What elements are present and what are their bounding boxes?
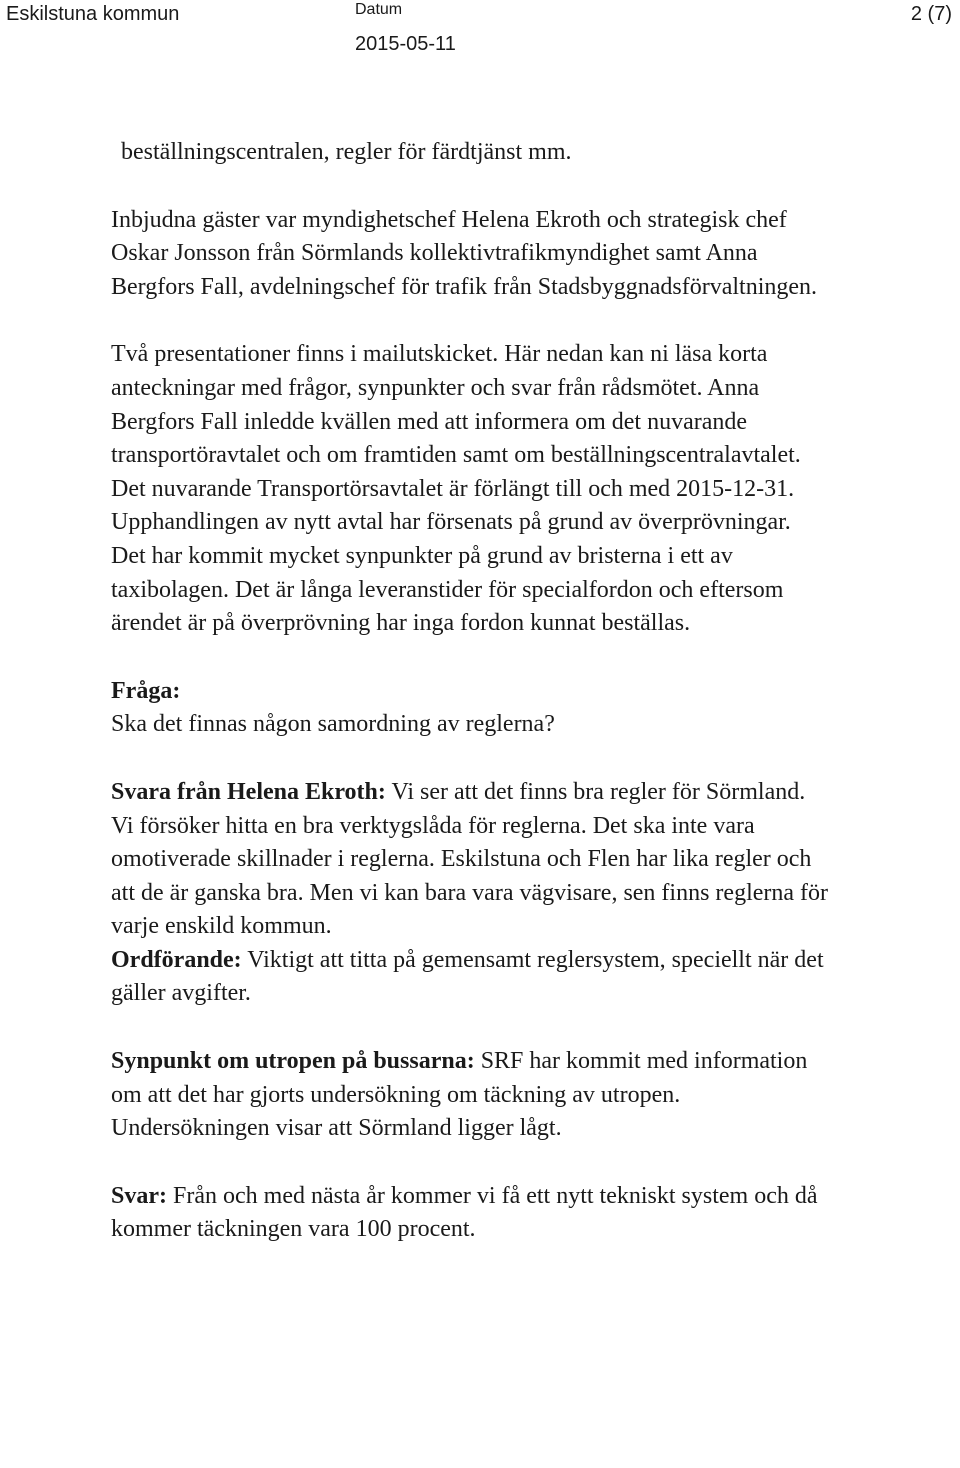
answer-paragraph — [111, 776, 831, 944]
question-label: Fråga: — [111, 677, 181, 704]
page-header — [0, 0, 960, 60]
continuation-paragraph: beställningscentralen, regler för färdtjänst mm. — [121, 139, 572, 165]
question-paragraph — [111, 675, 831, 742]
chair-label: Ordförande: — [111, 946, 242, 973]
chair-paragraph — [111, 944, 831, 1011]
document-body — [111, 136, 831, 1247]
answer-text: Vi ser att det finns bra regler för Sörmland. Vi försöker hitta en bra verktygslåda för reglerna. Det ska inte vara omotiverade skillnader i reglerna. Eskilstuna och Flen har lika regler och att de är ganska bra. Men vi kan bara vara vägvisare, sen finns reglerna för varje enskild kommun. — [111, 778, 829, 940]
summary-paragraph: Två presentationer finns i mailutskicket. Här nedan kan ni läsa korta anteckningar med frågor, synpunkter och svar från rådsmötet. Anna Bergfors Fall inledde kvällen med att informera om det nuvarande transportöravtalet och om framtiden samt om beställningscentralavtalet. Det nuvarande Transportörsavtalet är förlängt till och med 2015-12-31. Upphandlingen av nytt avtal har försenats på grund av överprövningar. Det har kommit mycket synpunkter på grund av bristerna i ett av taxibolagen. Det är långa leveranstider för specialfordon och eftersom ärendet är på överprövning har inga fordon kunnat beställas. — [111, 341, 801, 637]
reply-label: Svar: — [111, 1182, 167, 1209]
chair-text: Viktigt att titta på gemensamt reglersystem, speciellt när det gäller avgifter. — [111, 946, 824, 1007]
question-text: Ska det finnas någon samordning av reglerna? — [111, 711, 555, 738]
organization-name: Eskilstuna kommun — [6, 3, 180, 25]
comment-text: SRF har kommit med information om att det har gjorts undersökning om täckning av utropen. Undersökningen visar att Sörmland ligger lågt. — [111, 1048, 808, 1142]
date-label: Datum — [355, 1, 403, 18]
date-value: 2015-05-11 — [355, 33, 456, 55]
reply-paragraph — [111, 1180, 831, 1247]
guests-paragraph: Inbjudna gäster var myndighetschef Helena Ekroth och strategisk chef Oskar Jonsson från Sörmlands kollektivtrafikmyndighet samt Anna Bergfors Fall, avdelningschef för trafik från Stadsbyggnadsförvaltningen. — [111, 206, 818, 300]
comment-label: Synpunkt om utropen på bussarna: — [111, 1048, 475, 1075]
reply-text: Från och med nästa år kommer vi få ett nytt tekniskt system och då kommer täckningen vara 100 procent. — [111, 1182, 818, 1243]
page-number: 2 (7) — [910, 3, 952, 25]
comment-paragraph — [111, 1045, 831, 1146]
answer-label: Svara från Helena Ekroth: — [111, 778, 386, 805]
